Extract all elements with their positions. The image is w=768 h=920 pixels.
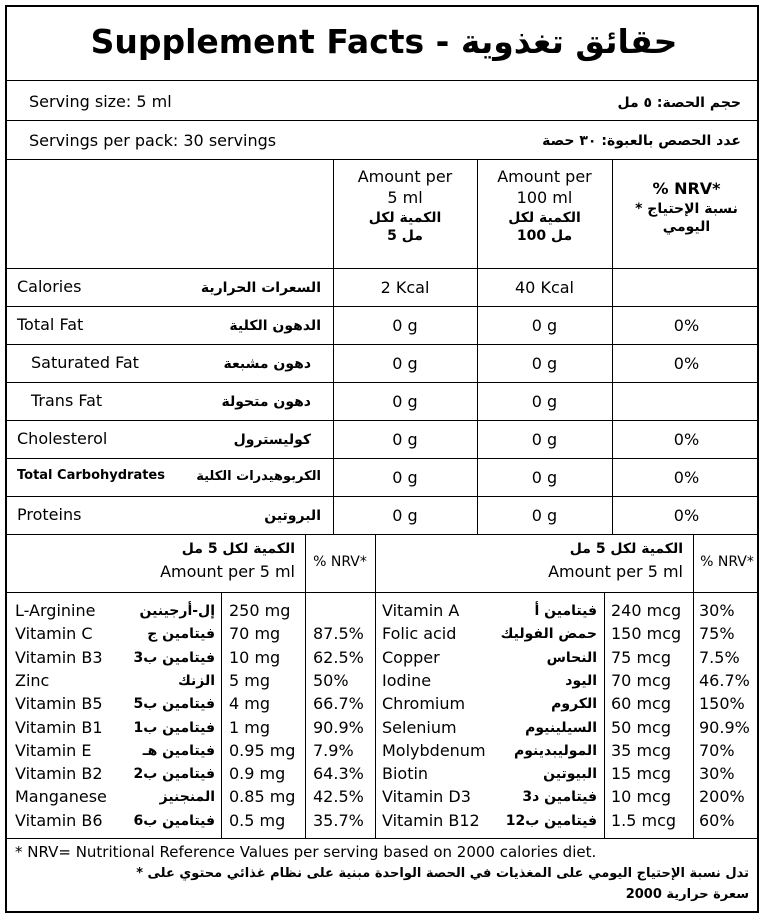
vitamin-name-ar: الزنك — [177, 672, 215, 689]
column-divider — [305, 534, 306, 838]
header-per-5ml — [333, 167, 477, 245]
nutrient-name-ar: الكربوهيدرات الكلية — [196, 469, 321, 484]
vit-left-header-nrv: % NRV* — [313, 554, 367, 570]
vitamin-amount: 70 mg — [229, 624, 281, 644]
divider — [7, 534, 759, 535]
divider — [7, 838, 759, 839]
nutrient-name-ar: السعرات الحرارية — [200, 280, 321, 296]
nutrient-per-100ml: 0 g — [531, 430, 558, 449]
header-per-100ml-ar-1: الكمية لكل — [508, 209, 581, 226]
vitamin-name-ar: فيتامين هـ — [142, 742, 215, 759]
vitamin-name-ar: السيلينيوم — [525, 719, 597, 736]
vitamin-amount: 75 mcg — [611, 647, 671, 667]
vitamin-amount: 60 mcg — [611, 694, 671, 714]
nutrient-name-ar: الدهون الكلية — [229, 318, 321, 334]
divider — [7, 592, 759, 593]
vitamin-amount: 0.85 mg — [229, 787, 296, 807]
divider — [7, 382, 759, 383]
divider — [7, 344, 759, 345]
vitamin-amount: 1 mg — [229, 717, 271, 737]
column-divider — [375, 534, 376, 838]
footnote-en: * NRV= Nutritional Reference Values per serving based on 2000 calories diet. — [15, 843, 597, 861]
vitamin-name-en: Vitamin D3 — [382, 787, 471, 807]
vitamin-amount: 240 mcg — [611, 601, 682, 620]
nutrient-name-en: Calories — [17, 277, 82, 296]
divider — [7, 306, 759, 307]
nutrient-per-100ml: 0 g — [531, 316, 558, 335]
nutrient-per-100ml: 0 g — [531, 468, 558, 487]
vitamin-name-ar: حمض الفوليك — [500, 626, 597, 643]
vitamin-name-en: Selenium — [382, 717, 457, 737]
nutrient-name-en: Total Carbohydrates — [17, 468, 165, 483]
vitamin-nrv: 30% — [699, 601, 735, 620]
vitamin-name-ar: فيتامين أ — [534, 603, 597, 619]
vitamin-name-ar: المنجنيز — [159, 789, 215, 806]
nutrient-per-100ml: 0 g — [531, 392, 558, 411]
nutrient-name-ar: دهون مشبعة — [223, 356, 311, 372]
nutrient-name-en: Saturated Fat — [31, 353, 139, 372]
vitamin-amount: 35 mcg — [611, 740, 671, 760]
nutrient-per-100ml: 40 Kcal — [515, 278, 574, 297]
vitamin-name-ar: اليود — [565, 672, 597, 689]
header-nrv-ar-1: * نسبة الإحتياج — [635, 200, 738, 217]
vitamin-amount: 0.5 mg — [229, 810, 286, 830]
footnote-ar-line2: 2000 سعرة حرارية — [625, 887, 749, 902]
vitamin-nrv: 87.5% — [313, 624, 364, 644]
column-divider — [221, 592, 222, 838]
vitamin-nrv: 62.5% — [313, 647, 364, 667]
footnote-ar-line1: * تدل نسبة الإحتياج اليومي على المغذيات في الحصة الواحدة مبنية على نظام غذائي محتوي على — [136, 866, 749, 881]
vitamin-nrv: 42.5% — [313, 787, 364, 807]
nutrient-nrv: 0% — [673, 468, 700, 487]
vitamin-name-en: Vitamin B5 — [15, 694, 103, 714]
header-per-5ml-en-2: 5 ml — [387, 187, 423, 207]
column-divider — [604, 592, 605, 838]
vitamin-name-en: Copper — [382, 647, 440, 667]
vitamin-amount: 250 mg — [229, 601, 291, 620]
divider — [7, 120, 759, 121]
vitamin-name-en: Vitamin A — [382, 601, 460, 620]
nutrient-name-ar: البروتين — [264, 508, 321, 524]
vitamin-name-en: Biotin — [382, 764, 429, 784]
vitamin-name-ar: فيتامين ب1 — [133, 719, 215, 736]
header-nrv-en: % NRV* — [652, 179, 721, 198]
divider — [7, 496, 759, 497]
divider — [7, 420, 759, 421]
header-per-100ml-ar-2: 100 مل — [516, 227, 573, 244]
vitamin-nrv: 46.7% — [699, 670, 750, 690]
vitamin-amount: 15 mcg — [611, 764, 671, 784]
vitamin-name-en: Zinc — [15, 670, 50, 690]
nutrient-per-5ml: 0 g — [392, 468, 418, 487]
header-per-5ml-ar-2: 5 مل — [387, 227, 423, 244]
nutrient-nrv: 0% — [673, 430, 700, 449]
vitamin-name-ar: النحاس — [546, 649, 597, 666]
vitamin-amount: 70 mcg — [611, 670, 671, 690]
nutrient-name-ar: كوليسترول — [233, 432, 311, 448]
nutrient-name-ar: دهون متحولة — [221, 394, 311, 410]
vit-right-header-en: Amount per 5 ml — [548, 562, 683, 581]
header-per-5ml-ar-1: الكمية لكل — [368, 209, 442, 226]
vitamin-name-ar: البيوتين — [543, 766, 597, 783]
vitamin-nrv: 30% — [699, 764, 735, 784]
servings-per-pack-ar: عدد الحصص بالعبوة: ٣٠ حصة — [542, 133, 741, 149]
vitamin-name-ar: الموليبدينوم — [513, 742, 597, 759]
vitamin-name-en: Vitamin B2 — [15, 764, 103, 784]
nutrient-name-en: Total Fat — [17, 315, 84, 334]
header-per-100ml-en-2: 100 ml — [516, 187, 573, 207]
vitamin-name-en: Chromium — [382, 694, 466, 714]
nutrient-per-5ml: 0 g — [392, 392, 418, 411]
vitamin-nrv: 150% — [699, 694, 745, 714]
vit-right-header-ar: الكمية لكل 5 مل — [569, 541, 683, 557]
vitamin-amount: 150 mcg — [611, 624, 682, 644]
vitamin-nrv: 35.7% — [313, 810, 364, 830]
nutrient-nrv: 0% — [673, 354, 700, 373]
supplement-facts-label — [5, 5, 759, 913]
vitamin-name-ar: فيتامين ب12 — [505, 812, 597, 829]
nutrient-per-5ml: 0 g — [392, 354, 418, 373]
nutrient-per-5ml: 0 g — [392, 430, 418, 449]
nutrient-per-100ml: 0 g — [531, 354, 558, 373]
nutrient-name-en: Cholesterol — [17, 429, 108, 448]
vitamin-amount: 0.9 mg — [229, 764, 286, 784]
nutrient-per-5ml: 0 g — [392, 316, 418, 335]
vitamin-name-en: Vitamin B3 — [15, 647, 103, 667]
vitamin-nrv: 90.9% — [699, 717, 750, 737]
vitamin-amount: 10 mg — [229, 647, 281, 667]
vitamin-name-en: Molybdenum — [382, 740, 486, 760]
vitamin-name-ar: فيتامين ب2 — [133, 766, 215, 783]
vitamin-nrv: 66.7% — [313, 694, 364, 714]
vitamin-nrv: 200% — [699, 787, 745, 807]
nutrient-per-5ml: 0 g — [392, 506, 418, 525]
nutrient-nrv: 0% — [673, 316, 700, 335]
divider — [7, 268, 759, 269]
serving-size-en: Serving size: 5 ml — [29, 92, 172, 111]
vitamin-name-en: Vitamin B6 — [15, 810, 103, 830]
vitamin-nrv: 90.9% — [313, 717, 364, 737]
vitamin-name-ar: فيتامين ج — [147, 626, 215, 643]
vitamin-nrv: 60% — [699, 810, 735, 830]
header-nrv — [612, 179, 759, 236]
vitamin-name-ar: فيتامين ب6 — [133, 812, 215, 829]
vitamin-amount: 4 mg — [229, 694, 271, 714]
vitamin-amount: 5 mg — [229, 670, 271, 690]
vitamin-name-en: Vitamin B12 — [382, 810, 480, 830]
nutrient-nrv: 0% — [673, 506, 700, 525]
divider — [7, 159, 759, 160]
vitamin-nrv: 70% — [699, 740, 735, 760]
serving-size-ar: حجم الحصة: ٥ مل — [617, 95, 741, 111]
vit-left-header-en: Amount per 5 ml — [160, 562, 295, 581]
vitamin-nrv: 64.3% — [313, 764, 364, 784]
divider — [7, 80, 759, 81]
vitamin-name-en: Vitamin E — [15, 740, 92, 760]
header-per-100ml — [477, 167, 612, 245]
divider — [7, 458, 759, 459]
vitamin-nrv: 50% — [313, 670, 349, 690]
nutrient-per-5ml: 2 Kcal — [380, 278, 430, 297]
vitamin-name-en: Vitamin B1 — [15, 717, 103, 737]
vitamin-name-ar: فيتامين ب3 — [133, 649, 215, 666]
column-divider — [693, 534, 694, 838]
vitamin-nrv: 75% — [699, 624, 735, 644]
vitamin-name-en: Iodine — [382, 670, 432, 690]
vit-right-header-nrv: % NRV* — [700, 554, 754, 570]
vitamin-name-ar: فيتامين ب5 — [133, 696, 215, 713]
servings-per-pack-en: Servings per pack: 30 servings — [29, 131, 277, 150]
vitamin-amount: 10 mcg — [611, 787, 671, 807]
vitamin-amount: 1.5 mcg — [611, 810, 677, 830]
nutrient-per-100ml: 0 g — [531, 506, 558, 525]
header-per-100ml-en-1: Amount per — [497, 167, 592, 186]
header-per-5ml-en-1: Amount per — [357, 167, 453, 186]
vitamin-name-ar: إل-أرجينين — [139, 603, 215, 619]
vitamin-nrv: 7.9% — [313, 740, 354, 760]
label-title: Supplement Facts - حقائق تغذوية — [90, 22, 678, 61]
vit-left-header-ar: الكمية لكل 5 مل — [181, 541, 295, 557]
vitamin-name-ar: فيتامين د3 — [522, 789, 597, 806]
nutrient-name-en: Trans Fat — [31, 391, 103, 410]
vitamin-name-en: Vitamin C — [15, 624, 93, 644]
vitamin-amount: 0.95 mg — [229, 740, 296, 760]
vitamin-name-en: Manganese — [15, 787, 107, 807]
vitamin-name-en: L-Arginine — [15, 601, 96, 620]
vitamin-nrv: 7.5% — [699, 647, 740, 667]
vitamin-name-en: Folic acid — [382, 624, 457, 644]
nutrient-name-en: Proteins — [17, 505, 82, 524]
vitamin-amount: 50 mcg — [611, 717, 671, 737]
header-nrv-ar-2: اليومي — [662, 218, 711, 235]
vitamin-name-ar: الكروم — [551, 696, 597, 713]
